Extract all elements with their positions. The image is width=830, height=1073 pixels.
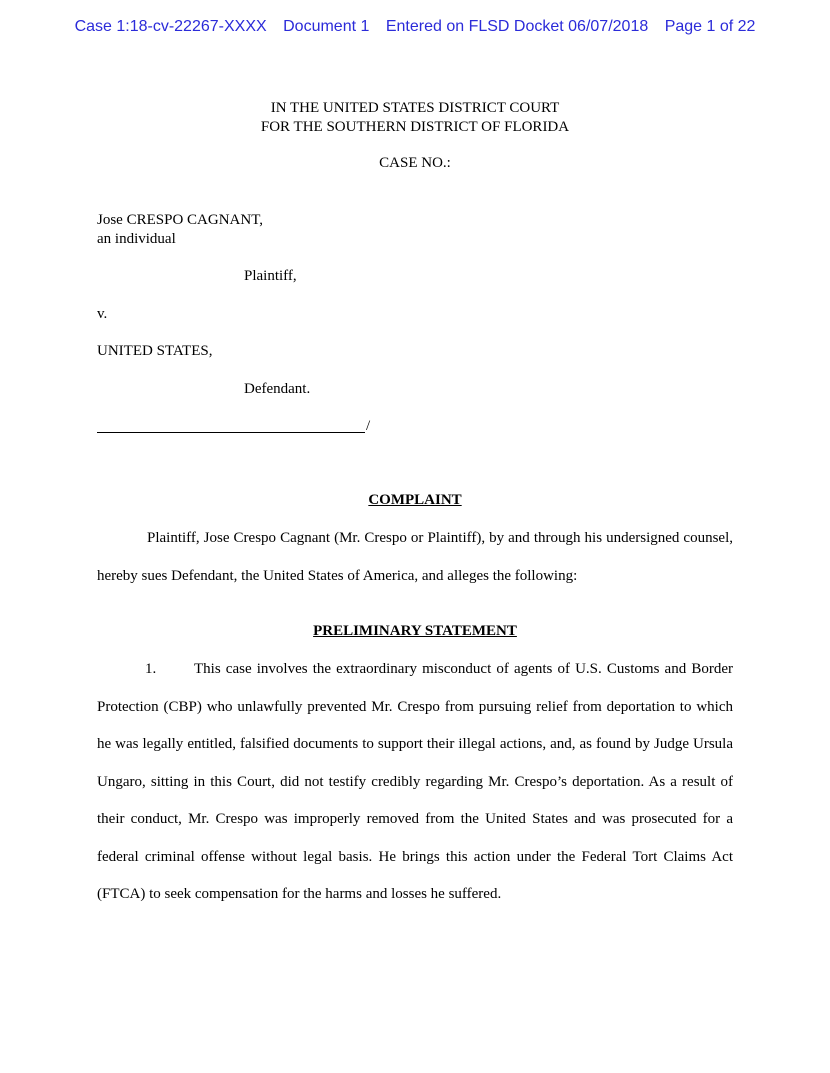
defendant-label: Defendant.: [244, 381, 311, 397]
caption-divider-line: [97, 432, 365, 433]
caption-divider-slash: /: [366, 418, 371, 434]
paragraph-1-number: 1.: [145, 661, 157, 677]
docket-case-number: Case 1:18-cv-22267-XXXX: [74, 18, 267, 35]
plaintiff-label: Plaintiff,: [244, 268, 297, 284]
docket-entry-date: Entered on FLSD Docket 06/07/2018: [385, 18, 649, 35]
complaint-heading: COMPLAINT: [368, 492, 462, 508]
complaint-intro-text: Plaintiff, Jose Crespo Cagnant (Mr. Crespo or Plaintiff), by and through his undersigned counsel, hereby sues Defendant, the United States of America, and alleges the following:: [97, 530, 733, 584]
docket-document-number: Document 1: [283, 18, 370, 35]
defendant-name: UNITED STATES,: [97, 343, 213, 359]
court-title: [0, 99, 830, 137]
complaint-intro-paragraph: [97, 520, 733, 595]
paragraph-1-text: This case involves the extraordinary misconduct of agents of U.S. Customs and Border Protection (CBP) who unlawfully prevented Mr. Crespo from pursuing relief from deportation to which he was legally entitled, falsified documents to support their illegal actions, and, as found by Judge Ursula Ungaro, sitting in this Court, did not testify credibly regarding Mr. Crespo’s deportation. As a result of their conduct, Mr. Crespo was improperly removed from the United States and was prosecuted for a federal criminal offense without legal basis. He brings this action under the Federal Tort Claims Act (FTCA) to seek compensation for the harms and losses he suffered.: [97, 661, 733, 902]
preliminary-statement-heading: PRELIMINARY STATEMENT: [313, 623, 517, 639]
docket-header: [0, 18, 830, 36]
plaintiff-name: Jose CRESPO CAGNANT,: [97, 212, 263, 228]
paragraph-1: [97, 651, 733, 914]
case-number-label: CASE NO.:: [379, 155, 451, 171]
plaintiff-description: an individual: [97, 231, 176, 247]
court-title-line2: FOR THE SOUTHERN DISTRICT OF FLORIDA: [260, 119, 570, 135]
versus-label: v.: [97, 306, 108, 322]
docket-page-number: Page 1 of 22: [664, 18, 756, 35]
court-title-line1: IN THE UNITED STATES DISTRICT COURT: [270, 100, 560, 116]
